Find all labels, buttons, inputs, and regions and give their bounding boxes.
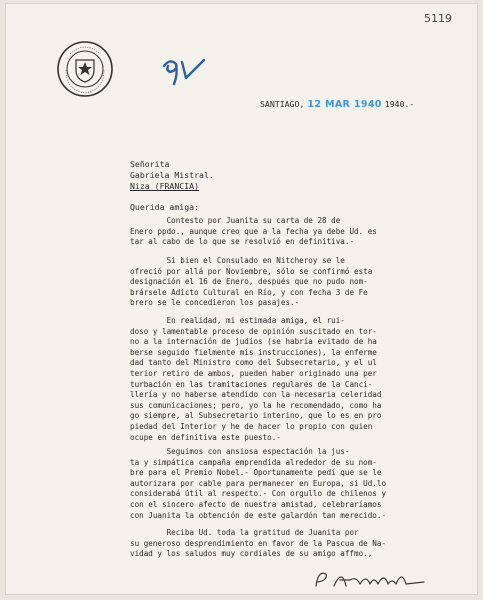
date-stamp: 12 MAR 1940 [307, 99, 382, 110]
signature-icon [312, 566, 432, 592]
handwritten-initials-icon [156, 54, 210, 92]
dateline [260, 99, 414, 110]
addressee-block [130, 159, 214, 192]
letter-page [6, 4, 477, 594]
city-label: SANTIAGO, [260, 99, 305, 109]
addressee-location: Niza (FRANCIA) [130, 181, 200, 191]
presidential-seal-icon [56, 40, 114, 98]
paragraph-3: En realidad, mi estimada amiga, el rui- doso y lamentable proceso de opinión suscitado en tor- no a la internación de judíos (se habría evitado de ha berse seguido fielmente mis instrucciones), la enferme dad tanto del Ministro como del Subsecretario, y el ul terior retiro de ambos, pueden haber originado una per turbación en las tramitaciones regulares de la Canci- llería y no haberse atendido con la necesaria celeridad sus comunicaciones; pero, yo la he recomendado, como ha go siempre, al Subsecretario interino, que lo es en pro piedad del Interior y he de hacer lo propio con quien ocupe en definitiva este puesto.- [130, 316, 382, 442]
paragraph-4: Seguimos con ansiosa espectación la jus- ta y simpática campaña emprendida alrededor de su nom- bre para el Premio Nobel.- Oportunamente pedí que se le autorizara por cable para permanecer en Europa, si Ud.lo considerabá útil al respecto.- Con orgullo de chilenos y con el sincero afecto de nuestra amistad, celebraríamos con Juanita la obtención de este galardón tan merecido.- [130, 447, 387, 520]
addressee-title: Señorita [130, 159, 170, 169]
paragraph-2: Si bien el Consulado en Nitcheroy se le ofreció por allá por Noviembre, sólo se confirmó esta designación el 16 de Enero, después que no pudo nom- brársele Adicto Cultural en Río, y con fecha 3 de Fe brero se le concedieron los pasajes.- [130, 256, 373, 308]
salutation: Querida amiga: [130, 202, 200, 212]
typed-year: 1940.- [384, 99, 415, 109]
paragraph-1: Contesto por Juanita su carta de 28 de Enero ppdo., aunque creo que a la fecha ya debe Ud. es tar al cabo de lo que se resolvió en definitiva.- [130, 216, 377, 247]
paragraph-5: Reciba Ud. toda la gratitud de Juanita por su generoso desprendimiento en favor de la Pascua de Na- vidad y los saludos muy cordiales de su amigo affmo., [130, 528, 387, 559]
document-number: 5119 [424, 12, 452, 25]
addressee-name: Gabriela Mistral. [130, 170, 214, 180]
